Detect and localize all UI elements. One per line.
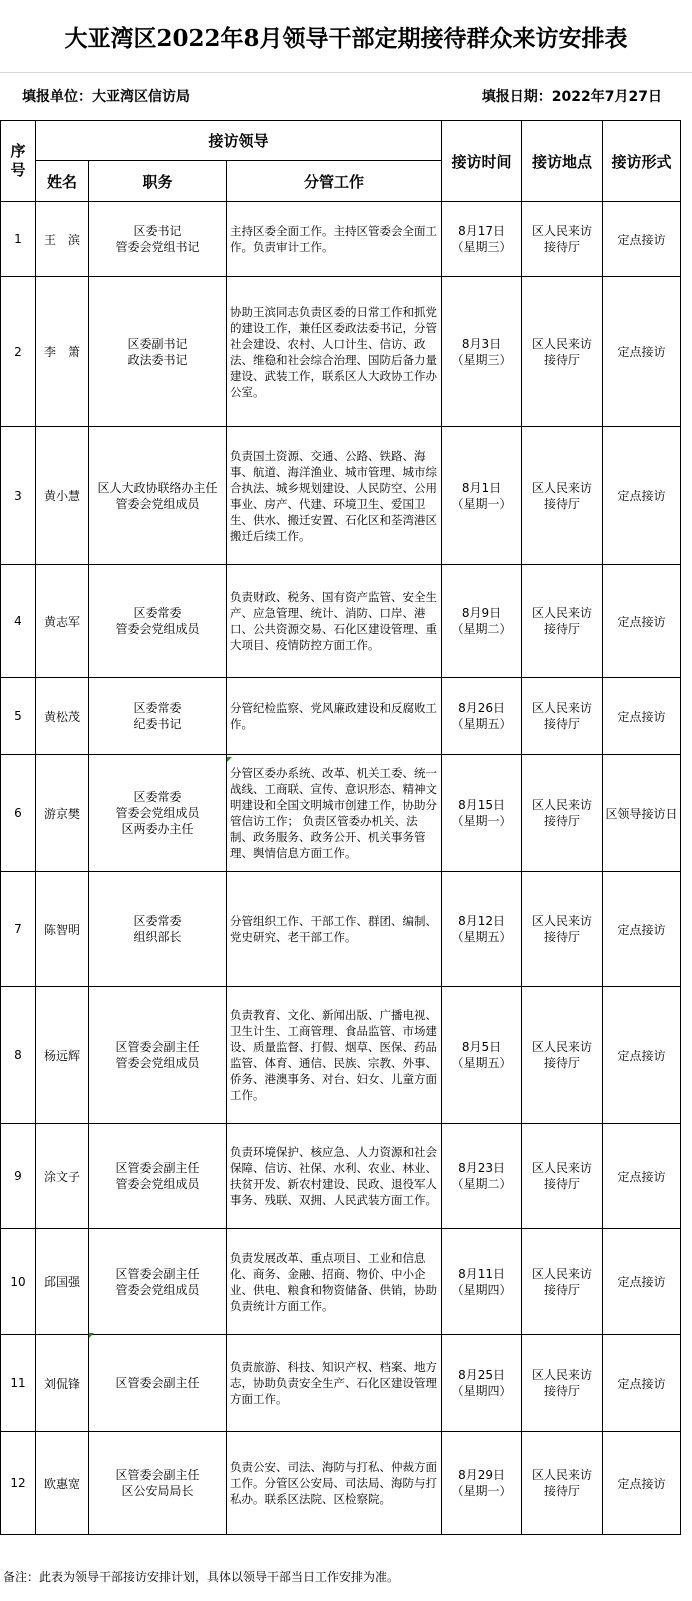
duty-line: 管委会党组成员 — [115, 1177, 200, 1191]
work-cell — [227, 277, 442, 427]
reporting-unit: 填报单位：大亚湾区信访局 — [22, 89, 190, 105]
name-cell — [36, 565, 89, 678]
duty-line: 政法委书记 — [127, 352, 188, 367]
name-cell — [36, 755, 89, 872]
seq-cell — [1, 755, 36, 872]
place-cell — [522, 755, 603, 872]
place-line: 接待厅 — [544, 352, 581, 367]
place-line: 接待厅 — [544, 717, 581, 731]
place-cell — [522, 565, 603, 678]
duty-line: 区委书记 — [133, 224, 182, 238]
duty-line: 管委会党组书记 — [115, 240, 200, 254]
duty-line: 区管委会副主任 — [115, 1376, 200, 1390]
time-cell — [442, 427, 522, 565]
form-cell — [603, 277, 681, 427]
form-cell — [603, 987, 681, 1124]
seq-number: 11 — [10, 1376, 26, 1390]
duty-line: 区管委会副主任 — [115, 1161, 200, 1175]
name-cell — [36, 678, 89, 755]
time-cell — [442, 1335, 522, 1432]
duty-cell — [89, 1432, 227, 1535]
header-leader-group: 接访领导 — [36, 121, 442, 161]
table-row — [1, 427, 681, 565]
work-text: 负责公安、司法、海防与打私、仲裁方面工作。分管区公安局、司法局、海防与打私办。联系区法院、区检察院。 — [230, 1460, 437, 1506]
work-text: 负责教育、文化、新闻出版、广播电视、卫生计生、工商管理、食品监管、市场建设、质量监督、打假、烟草、医保、药品监管、体育、通信、民族、宗教、外事、侨务、港澳事务、对台、妇女、儿童方面工作。 — [230, 1008, 437, 1102]
work-cell — [227, 1124, 442, 1229]
seq-number: 7 — [14, 922, 22, 936]
visit-form: 定点接访 — [617, 709, 666, 724]
seq-cell — [1, 1335, 36, 1432]
table-row — [1, 1335, 681, 1432]
work-cell — [227, 1229, 442, 1335]
visit-date: 8月26日 — [458, 701, 505, 715]
visit-form: 定点接访 — [617, 1476, 666, 1491]
duty-cell — [89, 872, 227, 987]
place-line: 区人民来访 — [532, 1266, 593, 1281]
work-cell — [227, 1335, 442, 1432]
duty-line: 区公安局局长 — [121, 1484, 194, 1498]
time-cell — [442, 1229, 522, 1335]
place-line: 接待厅 — [544, 1384, 581, 1398]
seq-number: 6 — [14, 806, 22, 820]
name-cell — [36, 987, 89, 1124]
seq-cell — [1, 1229, 36, 1335]
visit-form: 定点接访 — [617, 1169, 666, 1184]
leader-name: 黄小慧 — [43, 489, 80, 503]
work-cell — [227, 755, 442, 872]
duty-cell — [89, 565, 227, 678]
table-row — [1, 1124, 681, 1229]
duty-line: 区委副书记 — [127, 336, 188, 351]
work-text: 主持区委全面工作。主持区管委会全面工作。负责审计工作。 — [230, 224, 437, 254]
header-form: 接访形式 — [603, 121, 681, 202]
form-cell — [603, 755, 681, 872]
duty-line: 纪委书记 — [133, 717, 182, 731]
name-cell — [36, 202, 89, 277]
seq-number: 4 — [14, 614, 22, 628]
duty-line: 区委常委 — [133, 606, 182, 620]
leader-name: 邱国强 — [43, 1275, 80, 1289]
name-cell — [36, 1432, 89, 1535]
duty-line: 区委常委 — [133, 701, 182, 715]
work-cell — [227, 202, 442, 277]
schedule-table — [0, 120, 681, 1535]
duty-line: 区两委办主任 — [121, 822, 194, 836]
place-line: 接待厅 — [544, 930, 581, 944]
visit-form: 定点接访 — [617, 1275, 666, 1289]
visit-weekday: （星期四） — [451, 1384, 512, 1398]
visit-weekday: （星期五） — [451, 717, 512, 731]
visit-date: 8月12日 — [458, 914, 505, 928]
seq-cell — [1, 1432, 36, 1535]
header-place: 接访地点 — [522, 121, 603, 202]
duty-line: 区管委会副主任 — [115, 1266, 200, 1281]
seq-number: 12 — [10, 1476, 26, 1490]
header-seq-line1: 序 — [10, 142, 26, 160]
work-text: 分管区委办系统、改革、机关工委、统一战线、工商联、宣传、意识形态、精神文明建设和全国文明城市创建工作，协助分管信访工作； 负责区管委办机关、法制、政务服务、政务公开、机关事务管理、舆情信息方面工作。 — [230, 766, 437, 860]
duty-line: 管委会党组成员 — [115, 1282, 200, 1297]
duty-line: 管委会党组成员 — [115, 496, 200, 511]
duty-line: 管委会党组成员 — [115, 622, 200, 636]
name-cell — [36, 1335, 89, 1432]
visit-weekday: （星期五） — [451, 1056, 512, 1070]
table-row — [1, 277, 681, 427]
work-text: 负责国土资源、交通、公路、铁路、海事、航道、海洋渔业、城市管理、城市综合执法、城乡规划建设、人民防空、公用事业、房产、代建、环境卫生、爱国卫生、供水、搬迁安置、石化区和荃湾港区搬迁后续工作。 — [230, 448, 437, 543]
work-cell — [227, 987, 442, 1124]
duty-line: 组织部长 — [133, 930, 182, 944]
visit-date: 8月17日 — [458, 224, 505, 238]
duty-cell — [89, 202, 227, 277]
work-text: 负责旅游、科技、知识产权、档案、地方志，协助负责安全生产、石化区建设管理方面工作。 — [230, 1360, 437, 1406]
visit-weekday: （星期四） — [451, 1282, 512, 1297]
place-line: 区人民来访 — [532, 480, 593, 495]
duty-line: 区委常委 — [133, 914, 182, 928]
form-cell — [603, 1124, 681, 1229]
form-cell — [603, 427, 681, 565]
duty-cell — [89, 1229, 227, 1335]
form-cell — [603, 1335, 681, 1432]
time-cell — [442, 678, 522, 755]
footnote: 备注：此表为领导干部接访安排计划，具体以领导干部当日工作安排为准。 — [3, 1570, 400, 1584]
leader-name: 杨远辉 — [43, 1048, 80, 1063]
name-cell — [36, 277, 89, 427]
place-line: 接待厅 — [544, 814, 581, 828]
seq-cell — [1, 872, 36, 987]
header-work: 分管工作 — [227, 161, 442, 202]
seq-cell — [1, 987, 36, 1124]
place-line: 接待厅 — [544, 1056, 581, 1070]
place-cell — [522, 678, 603, 755]
visit-weekday: （星期三） — [451, 352, 512, 367]
visit-form: 定点接访 — [617, 345, 666, 359]
time-cell — [442, 202, 522, 277]
place-line: 区人民来访 — [532, 1468, 593, 1482]
seq-number: 3 — [14, 488, 22, 503]
duty-line: 区管委会副主任 — [115, 1468, 200, 1482]
leader-name: 欧惠宽 — [43, 1476, 80, 1491]
work-text: 负责环境保护、核应急、人力资源和社会保障、信访、社保、水利、农业、林业、扶贫开发、新农村建设、民政、退役军人事务、残联、双拥、人民武装方面工作。 — [230, 1145, 437, 1207]
name-cell — [36, 427, 89, 565]
seq-cell — [1, 565, 36, 678]
table-row — [1, 1432, 681, 1535]
visit-date: 8月11日 — [458, 1266, 505, 1281]
form-cell — [603, 678, 681, 755]
time-cell — [442, 1432, 522, 1535]
seq-cell — [1, 678, 36, 755]
leader-name: 黄志军 — [43, 614, 80, 629]
visit-form: 定点接访 — [617, 1048, 666, 1063]
place-line: 区人民来访 — [532, 798, 593, 812]
visit-form: 定点接访 — [617, 1376, 666, 1391]
visit-form: 定点接访 — [617, 922, 666, 937]
visit-weekday: （星期一） — [451, 1484, 512, 1498]
time-cell — [442, 1124, 522, 1229]
visit-date: 8月25日 — [458, 1368, 505, 1382]
visit-date: 8月1日 — [461, 480, 502, 495]
visit-date: 8月9日 — [461, 606, 502, 620]
schedule-body — [1, 202, 681, 1535]
visit-date: 8月23日 — [458, 1161, 505, 1175]
table-row — [1, 565, 681, 678]
leader-name: 黄松茂 — [43, 709, 80, 724]
seq-cell — [1, 1124, 36, 1229]
table-row — [1, 872, 681, 987]
place-cell — [522, 1124, 603, 1229]
place-line: 区人民来访 — [532, 701, 593, 715]
place-line: 区人民来访 — [532, 1161, 593, 1175]
header-seq-line2: 号 — [10, 161, 26, 179]
visit-form: 区领导接访日 — [605, 806, 678, 821]
duty-cell — [89, 1335, 227, 1432]
seq-cell — [1, 202, 36, 277]
place-cell — [522, 427, 603, 565]
leader-name: 游京樊 — [43, 806, 80, 821]
place-line: 区人民来访 — [532, 606, 593, 620]
form-cell — [603, 565, 681, 678]
name-cell — [36, 872, 89, 987]
form-cell — [603, 872, 681, 987]
duty-line: 管委会党组成员 — [115, 806, 200, 820]
place-cell — [522, 872, 603, 987]
visit-date: 8月5日 — [461, 1040, 502, 1054]
visit-form: 定点接访 — [617, 489, 666, 503]
cell-comment-marker — [89, 1333, 94, 1338]
work-text: 负责发展改革、重点项目、工业和信息化、商务、金融、招商、物价、中小企业、供电、粮食和物资储备、供销，协助负责统计方面工作。 — [230, 1250, 437, 1313]
work-text: 分管组织工作、干部工作、群团、编制、党史研究、老干部工作。 — [230, 914, 437, 944]
work-cell — [227, 1432, 442, 1535]
duty-cell — [89, 1124, 227, 1229]
duty-cell — [89, 987, 227, 1124]
duty-line: 区委常委 — [133, 790, 182, 804]
visit-weekday: （星期一） — [451, 814, 512, 828]
table-row — [1, 1229, 681, 1335]
header-seq — [1, 121, 36, 202]
header-time: 接访时间 — [442, 121, 522, 202]
seq-number: 5 — [14, 709, 22, 723]
place-line: 接待厅 — [544, 622, 581, 636]
leader-name: 王 滨 — [43, 232, 80, 247]
time-cell — [442, 987, 522, 1124]
place-cell — [522, 202, 603, 277]
visit-date: 8月3日 — [461, 336, 502, 351]
duty-line: 区管委会副主任 — [115, 1040, 200, 1054]
visit-weekday: （星期二） — [451, 622, 512, 636]
leader-name: 陈智明 — [43, 922, 80, 937]
name-cell — [36, 1229, 89, 1335]
place-cell — [522, 1335, 603, 1432]
visit-weekday: （星期五） — [451, 930, 512, 944]
place-line: 区人民来访 — [532, 224, 593, 238]
place-line: 区人民来访 — [532, 914, 593, 928]
visit-weekday: （星期一） — [451, 496, 512, 511]
work-text: 协助王滨同志负责区委的日常工作和抓党的建设工作，兼任区委政法委书记，分管社会建设、农村、人口计生、信访、政法、维稳和社会综合治理、国防后备力量建设、武装工作，联系区人大政协工作办公室。 — [230, 304, 437, 399]
header-row-1 — [1, 121, 681, 161]
seq-number: 1 — [14, 232, 22, 246]
visit-form: 定点接访 — [617, 614, 666, 629]
seq-cell — [1, 427, 36, 565]
table-row — [1, 987, 681, 1124]
time-cell — [442, 565, 522, 678]
work-cell — [227, 565, 442, 678]
time-cell — [442, 277, 522, 427]
place-cell — [522, 987, 603, 1124]
form-cell — [603, 1432, 681, 1535]
seq-number: 2 — [14, 344, 22, 359]
duty-line: 管委会党组成员 — [115, 1056, 200, 1070]
place-line: 接待厅 — [544, 1484, 581, 1498]
duty-cell — [89, 427, 227, 565]
place-line: 接待厅 — [544, 1177, 581, 1191]
cell-comment-marker — [227, 757, 232, 762]
form-cell — [603, 202, 681, 277]
table-row — [1, 755, 681, 872]
work-cell — [227, 427, 442, 565]
leader-name: 刘侃锋 — [43, 1376, 80, 1391]
name-cell — [36, 1124, 89, 1229]
place-cell — [522, 277, 603, 427]
work-text: 负责财政、税务、国有资产监管、安全生产、应急管理、统计、消防、口岸、港口、公共资源交易、石化区建设管理、重大项目、疫情防控方面工作。 — [230, 590, 437, 652]
place-cell — [522, 1432, 603, 1535]
seq-cell — [1, 277, 36, 427]
header-name: 姓名 — [36, 161, 89, 202]
place-line: 接待厅 — [544, 1282, 581, 1297]
visit-weekday: （星期三） — [451, 240, 512, 254]
place-line: 区人民来访 — [532, 1040, 593, 1054]
place-cell — [522, 1229, 603, 1335]
duty-line: 区人大政协联络办主任 — [97, 480, 218, 495]
seq-number: 9 — [14, 1169, 22, 1183]
duty-cell — [89, 755, 227, 872]
reporting-date: 填报日期：2022年7月27日 — [481, 89, 662, 105]
visit-date: 8月29日 — [458, 1468, 505, 1482]
header-duty: 职务 — [89, 161, 227, 202]
form-cell — [603, 1229, 681, 1335]
visit-date: 8月15日 — [458, 798, 505, 812]
leader-name: 涂文子 — [43, 1169, 80, 1184]
duty-cell — [89, 277, 227, 427]
table-row — [1, 678, 681, 755]
table-row — [1, 202, 681, 277]
page-title: 大亚湾区2022年8月领导干部定期接待群众来访安排表 — [64, 24, 628, 52]
seq-number: 8 — [14, 1048, 22, 1062]
place-line: 区人民来访 — [532, 336, 593, 351]
visit-form: 定点接访 — [617, 232, 666, 247]
place-line: 区人民来访 — [532, 1368, 593, 1382]
leader-name: 李 箫 — [43, 345, 80, 359]
time-cell — [442, 872, 522, 987]
duty-cell — [89, 678, 227, 755]
work-text: 分管纪检监察、党风廉政建设和反腐败工作。 — [230, 701, 437, 731]
place-line: 接待厅 — [544, 240, 581, 254]
work-cell — [227, 872, 442, 987]
place-line: 接待厅 — [544, 496, 581, 511]
time-cell — [442, 755, 522, 872]
work-cell — [227, 678, 442, 755]
seq-number: 10 — [10, 1274, 26, 1289]
visit-weekday: （星期二） — [451, 1177, 512, 1191]
